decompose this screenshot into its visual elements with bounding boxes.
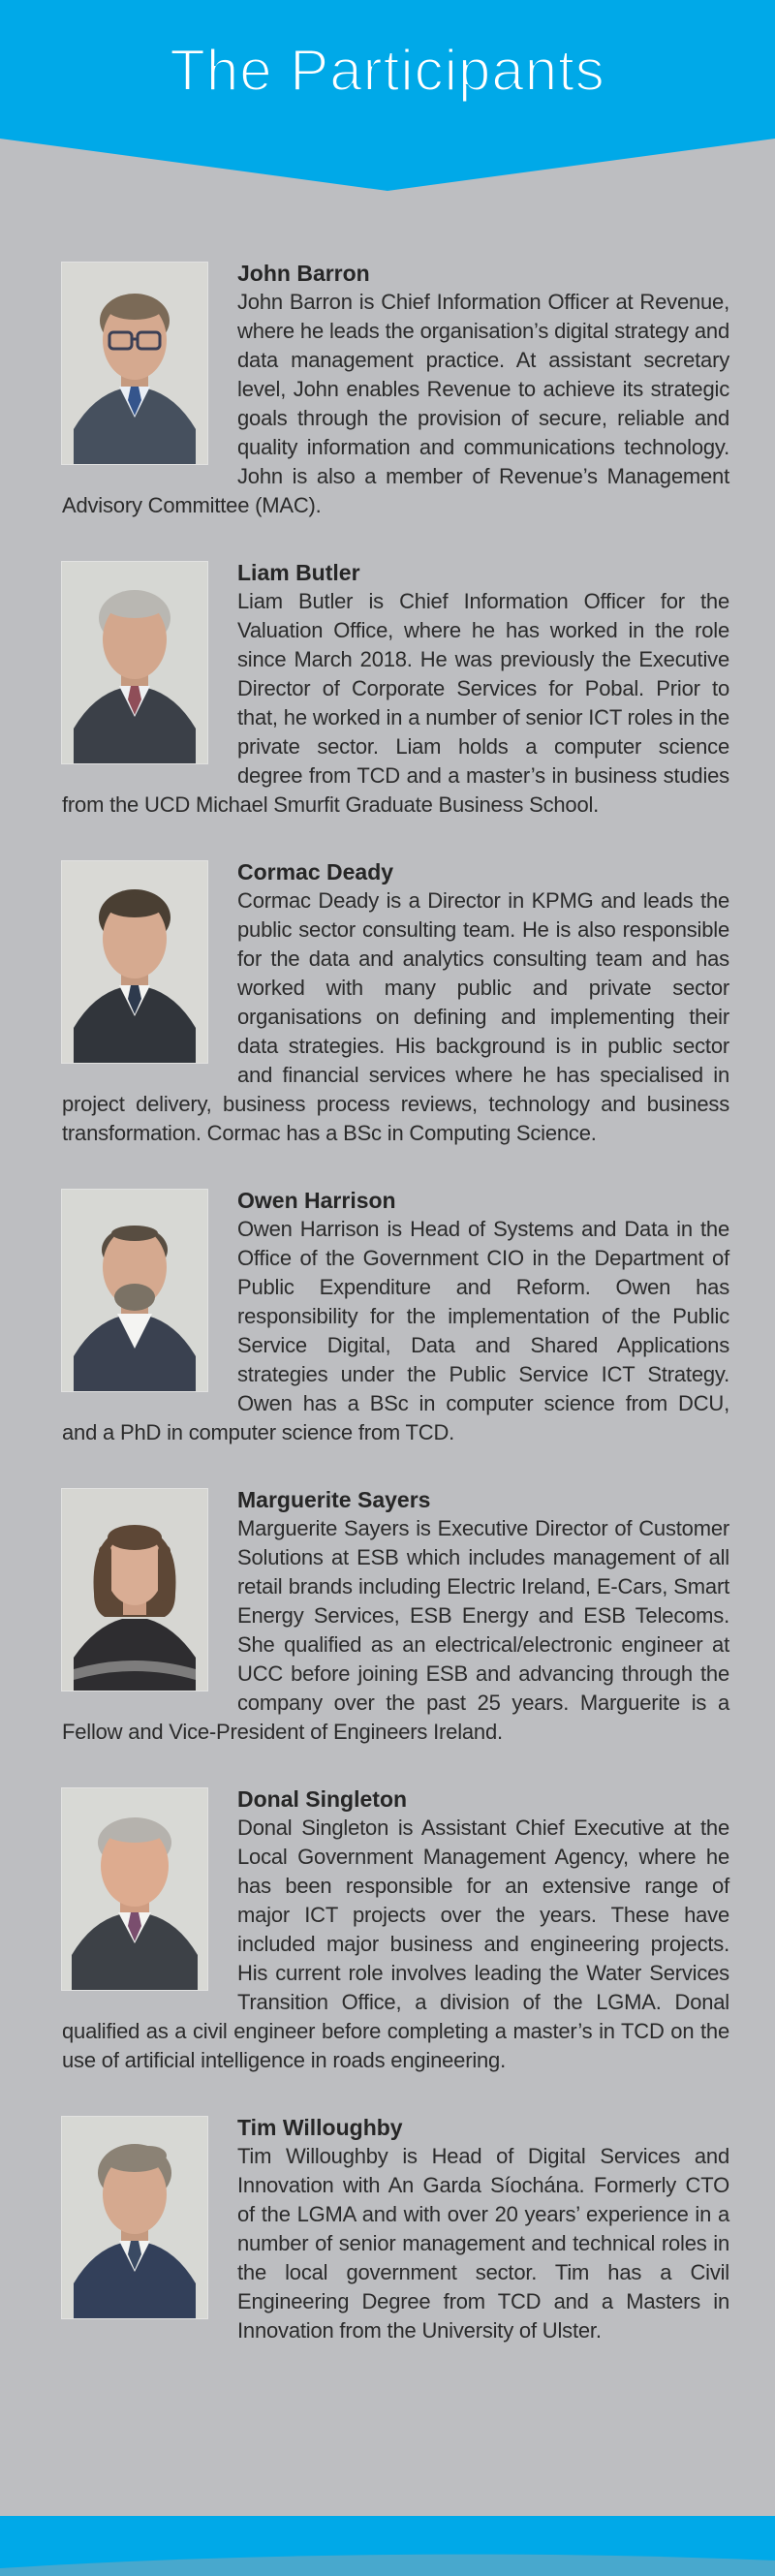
portrait-placeholder-icon [62,1489,207,1691]
portrait-photo [62,2117,207,2318]
participant-bio: Liam Butler is Chief Information Officer for the Valuation Office, where he has worked in the role since March 2018. He was previously the Executive Director of Corporate Services for Pobal. Prior to that, he worked in a number of senior ICT roles in the private sector. Liam holds a computer science degree from TCD and a master’s in business studies from the UCD Michael Smurfit Graduate Business School. [62,589,729,817]
participant-section [62,259,729,520]
page-title: The Participants [170,38,605,103]
participant-section [62,2113,729,2345]
portrait-photo [62,562,207,763]
participant-bio: Cormac Deady is a Director in KPMG and leads the public sector consulting team. He is also responsible for the data and analytics consulting team and has worked with many public and private sector organisations on defining and implementing their data strategies. His background is in public sector and financial services where he has specialised in project delivery, business process reviews, technology and business transformation. Cormac has a BSc in Computing Science. [62,888,729,1145]
participant-name: John Barron [237,261,370,286]
portrait-placeholder-icon [62,1788,207,1990]
portrait-placeholder-icon [62,861,207,1063]
participant-name: Owen Harrison [237,1188,396,1213]
footer-banner [0,2516,775,2576]
participant-name: Liam Butler [237,560,360,585]
participant-bio: Owen Harrison is Head of Systems and Data in the Office of the Government CIO in the Department of Public Expenditure and Reform. Owen has responsibility for the implementation of the Public Service Digital, Data and Shared Applications strategies under the Public Service ICT Strategy. Owen has a BSc in computer science from DCU, and a PhD in computer science from TCD. [62,1217,729,1444]
participant-section [62,558,729,820]
portrait-placeholder-icon [62,1190,207,1391]
participant-bio: Donal Singleton is Assistant Chief Executive at the Local Government Management Agency, where he has been responsible for an extensive range of major ICT projects over the years. These have included major business and engineering projects. His current role involves leading the Water Services Transition Office, a division of the LGMA. Donal qualified as a civil engineer before completing a master’s in TCD on the use of artificial intelligence in roads engineering. [62,1816,729,2072]
portrait-photo [62,1190,207,1391]
participant-bio: Tim Willoughby is Head of Digital Services and Innovation with An Garda Síochána. Formerly CTO of the LGMA and with over 20 years’ experience in a number of senior management and technical roles in the local government sector. Tim has a Civil Engineering Degree from TCD and a Masters in Innovation from the University of Ulster. [237,2144,729,2343]
participant-bio: Marguerite Sayers is Executive Director of Customer Solutions at ESB which includes management of all retail brands including Electric Ireland, E-Cars, Smart Energy Services, ESB Energy and ESB Telecoms. She qualified as an electrical/electronic engineer at UCC before joining ESB and advancing through the company over the past 25 years. Marguerite is a Fellow and Vice-President of Engineers Ireland. [62,1516,729,1744]
participant-name: Donal Singleton [237,1786,408,1812]
footer-wave-shape [0,2516,775,2576]
participant-name: Cormac Deady [237,859,394,885]
participant-section [62,857,729,1148]
portrait-photo [62,861,207,1063]
portrait-placeholder-icon [62,2117,207,2318]
participant-name: Tim Willoughby [237,2115,403,2140]
portrait-photo [62,263,207,464]
participant-section [62,1186,729,1447]
portrait-photo [62,1489,207,1691]
portrait-placeholder-icon [62,263,207,464]
portrait-photo [62,1788,207,1990]
header-banner [0,0,775,191]
participant-section [62,1485,729,1747]
participant-name: Marguerite Sayers [237,1487,431,1512]
portrait-placeholder-icon [62,562,207,763]
participant-section [62,1785,729,2075]
participant-bio: John Barron is Chief Information Officer at Revenue, where he leads the organisation’s digital strategy and data management practice. At assistant secretary level, John enables Revenue to achieve its strategic goals through the provision of secure, reliable and quality information and communications technology. John is also a member of Revenue’s Management Advisory Committee (MAC). [62,290,729,517]
